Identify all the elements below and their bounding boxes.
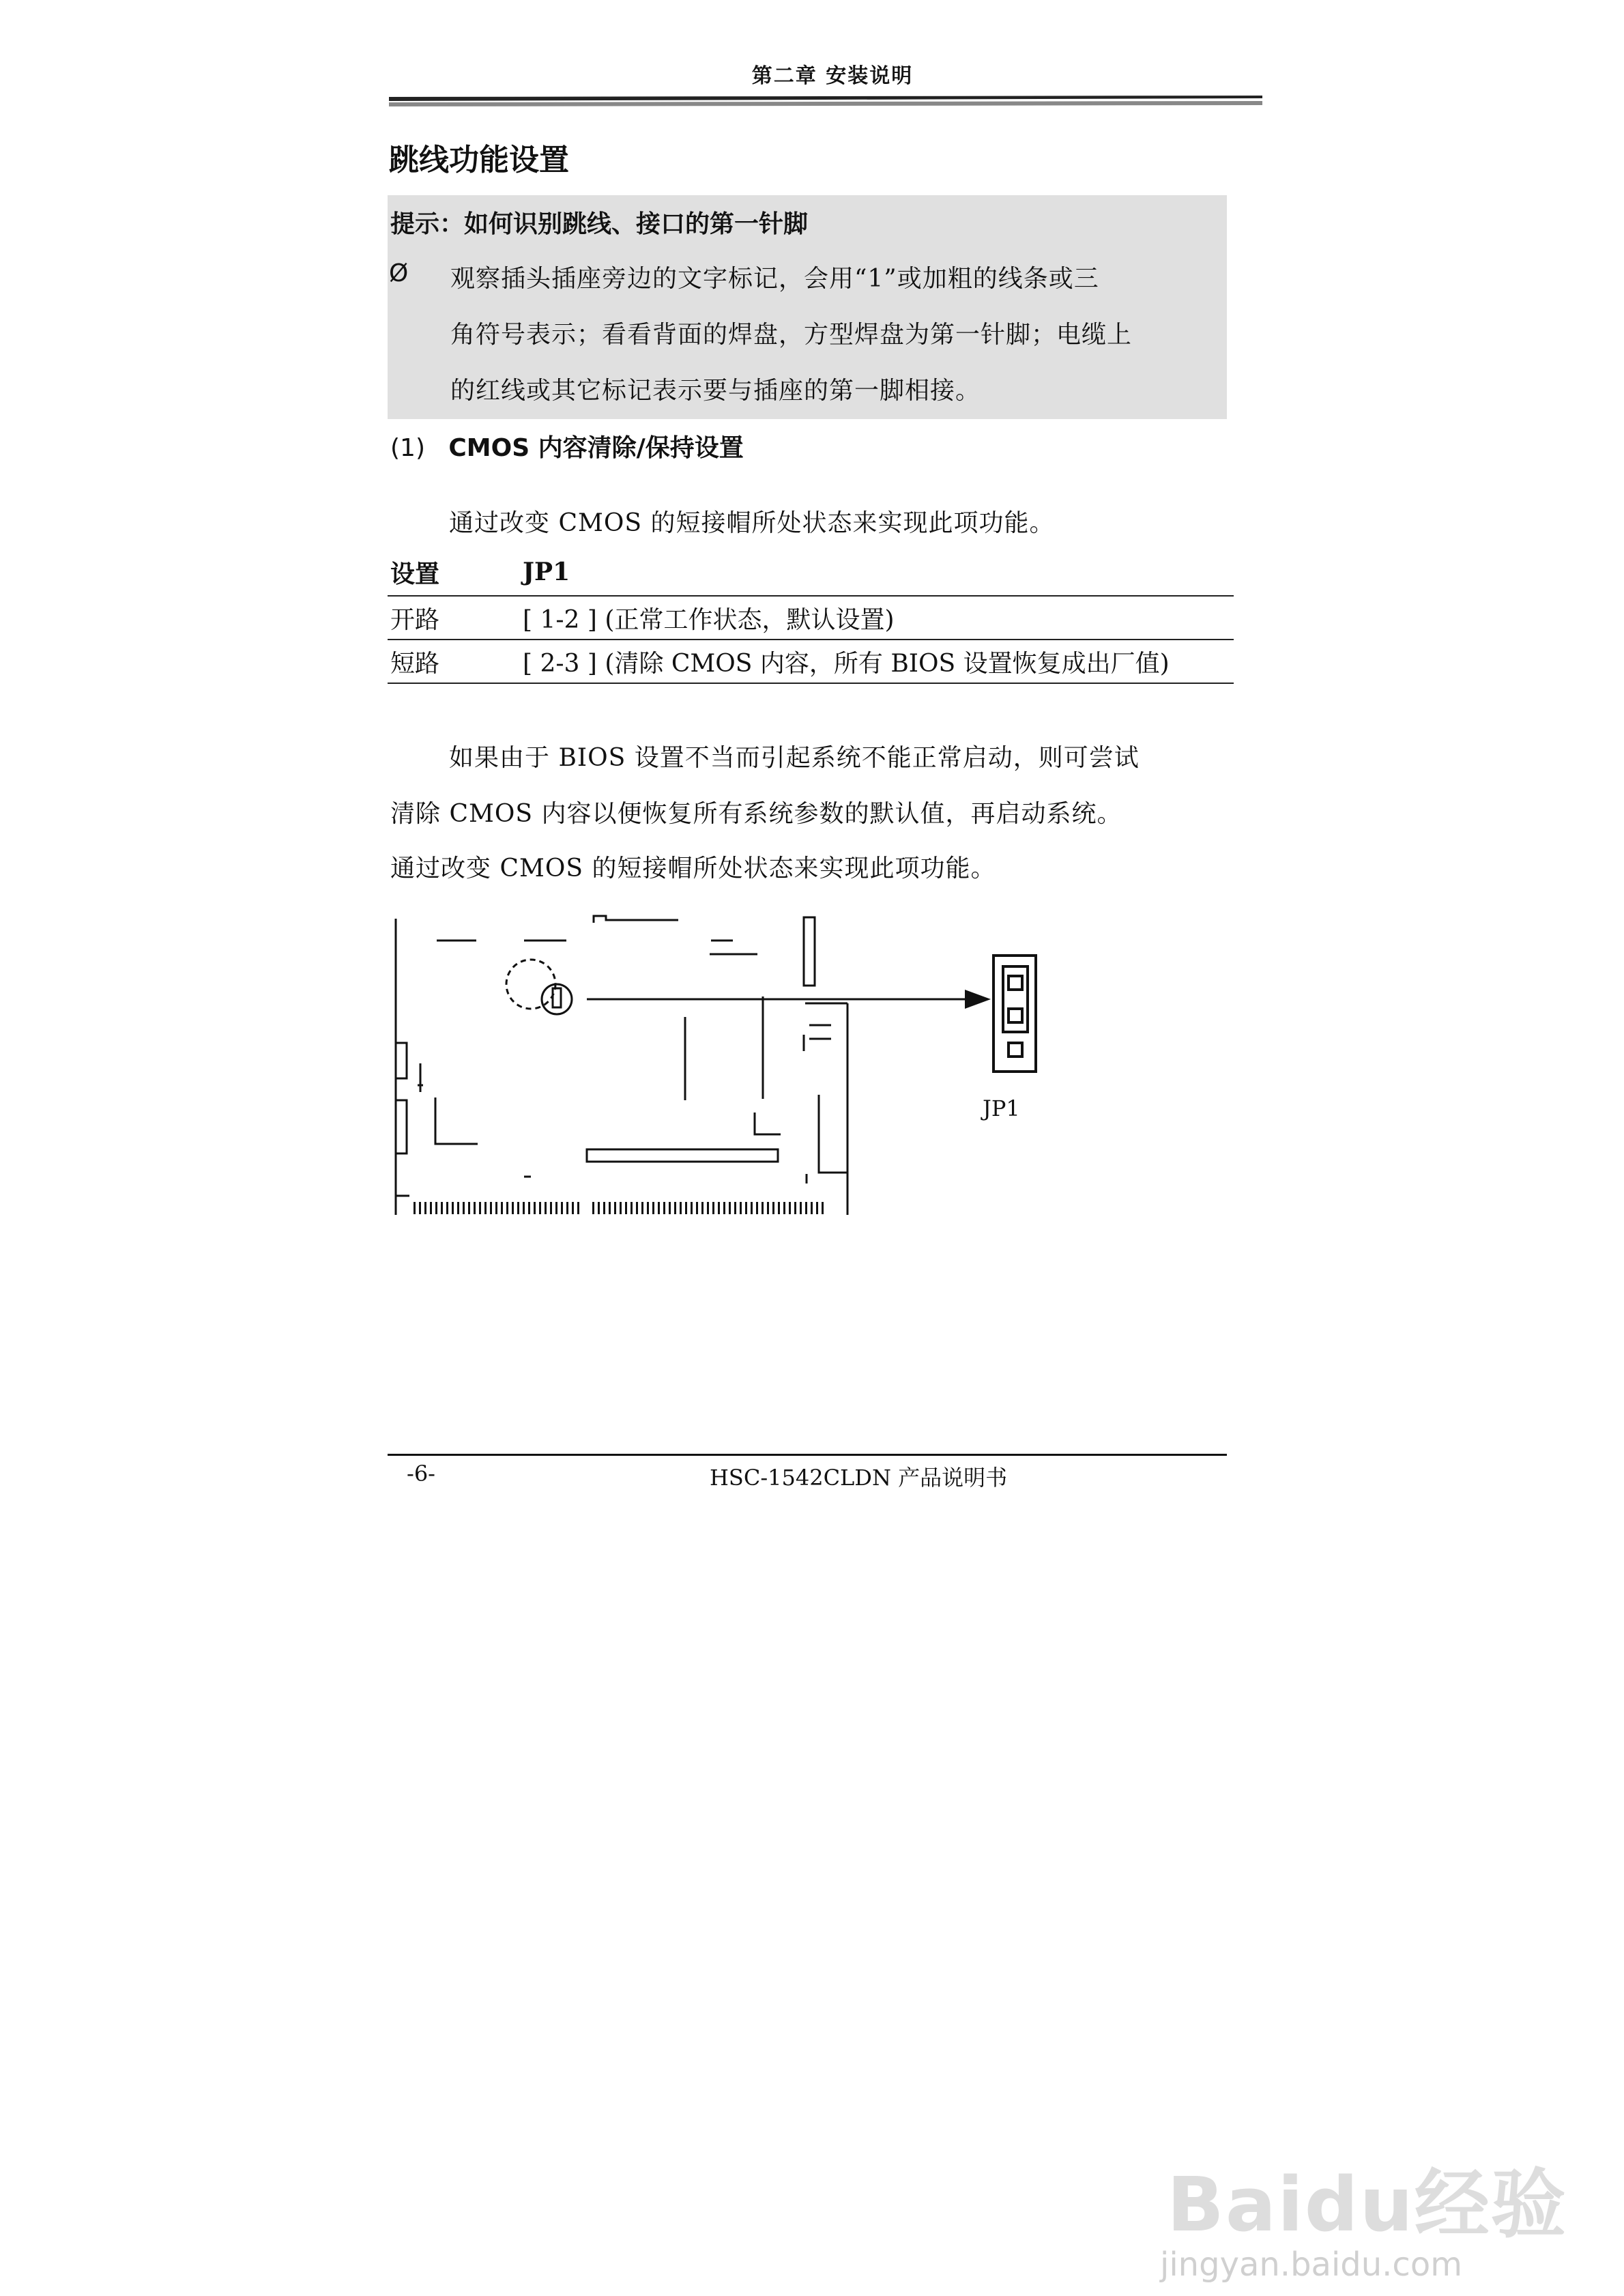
header-rule (389, 96, 1262, 111)
table-cell: 短路 (388, 640, 520, 683)
paragraph-line: 清除 CMOS 内容以便恢复所有系统参数的默认值，再启动系统。 (390, 800, 1122, 828)
table-row (388, 640, 1234, 683)
footer-title: HSC-1542CLDN 产品说明书 (710, 1465, 1008, 1491)
subsection-number: (1) (390, 434, 425, 462)
jp1-caption: JP1 (983, 1095, 1020, 1121)
watermark (1153, 2161, 1590, 2284)
watermark-url: jingyan.baidu.com (1160, 2245, 1462, 2284)
column-header-setting: 设置 (390, 559, 440, 588)
paragraph-line: 如果由于 BIOS 设置不当而引起系统不能正常启动，则可尝试 (449, 744, 1140, 772)
table-header-row (388, 549, 1234, 596)
section-title: 跳线功能设置 (389, 143, 569, 177)
watermark-logo: Baidu经验 (1167, 2161, 1567, 2248)
chapter-header: 第二章 安装说明 (751, 64, 914, 88)
intro-text: 通过改变 CMOS 的短接帽所处状态来实现此项功能。 (449, 509, 1055, 537)
footer-rule (388, 1454, 1227, 1456)
tip-title: 提示：如何识别跳线、接口的第一针脚 (390, 210, 809, 238)
tip-bullet: Ø (389, 259, 409, 287)
subsection-heading (390, 429, 744, 463)
table-cell: [ 1-2 ] (正常工作状态，默认设置) (520, 596, 1234, 640)
column-header-jp1: JP1 (523, 558, 570, 586)
settings-table (388, 549, 1234, 684)
tip-line: 观察插头插座旁边的文字标记，会用“1”或加粗的线条或三 (450, 265, 1099, 293)
subsection-title: CMOS 内容清除/保持设置 (448, 434, 744, 462)
table-cell: [ 2-3 ] (清除 CMOS 内容，所有 BIOS 设置恢复成出厂值) (520, 640, 1234, 683)
board-diagram (382, 915, 1064, 1229)
table-cell: 开路 (388, 596, 520, 640)
paragraph-line: 通过改变 CMOS 的短接帽所处状态来实现此项功能。 (390, 855, 996, 882)
page-number: -6- (407, 1461, 435, 1487)
tip-line: 的红线或其它标记表示要与插座的第一脚相接。 (450, 377, 981, 405)
table-row (388, 596, 1234, 640)
tip-line: 角符号表示；看看背面的焊盘，方型焊盘为第一针脚；电缆上 (450, 321, 1133, 349)
